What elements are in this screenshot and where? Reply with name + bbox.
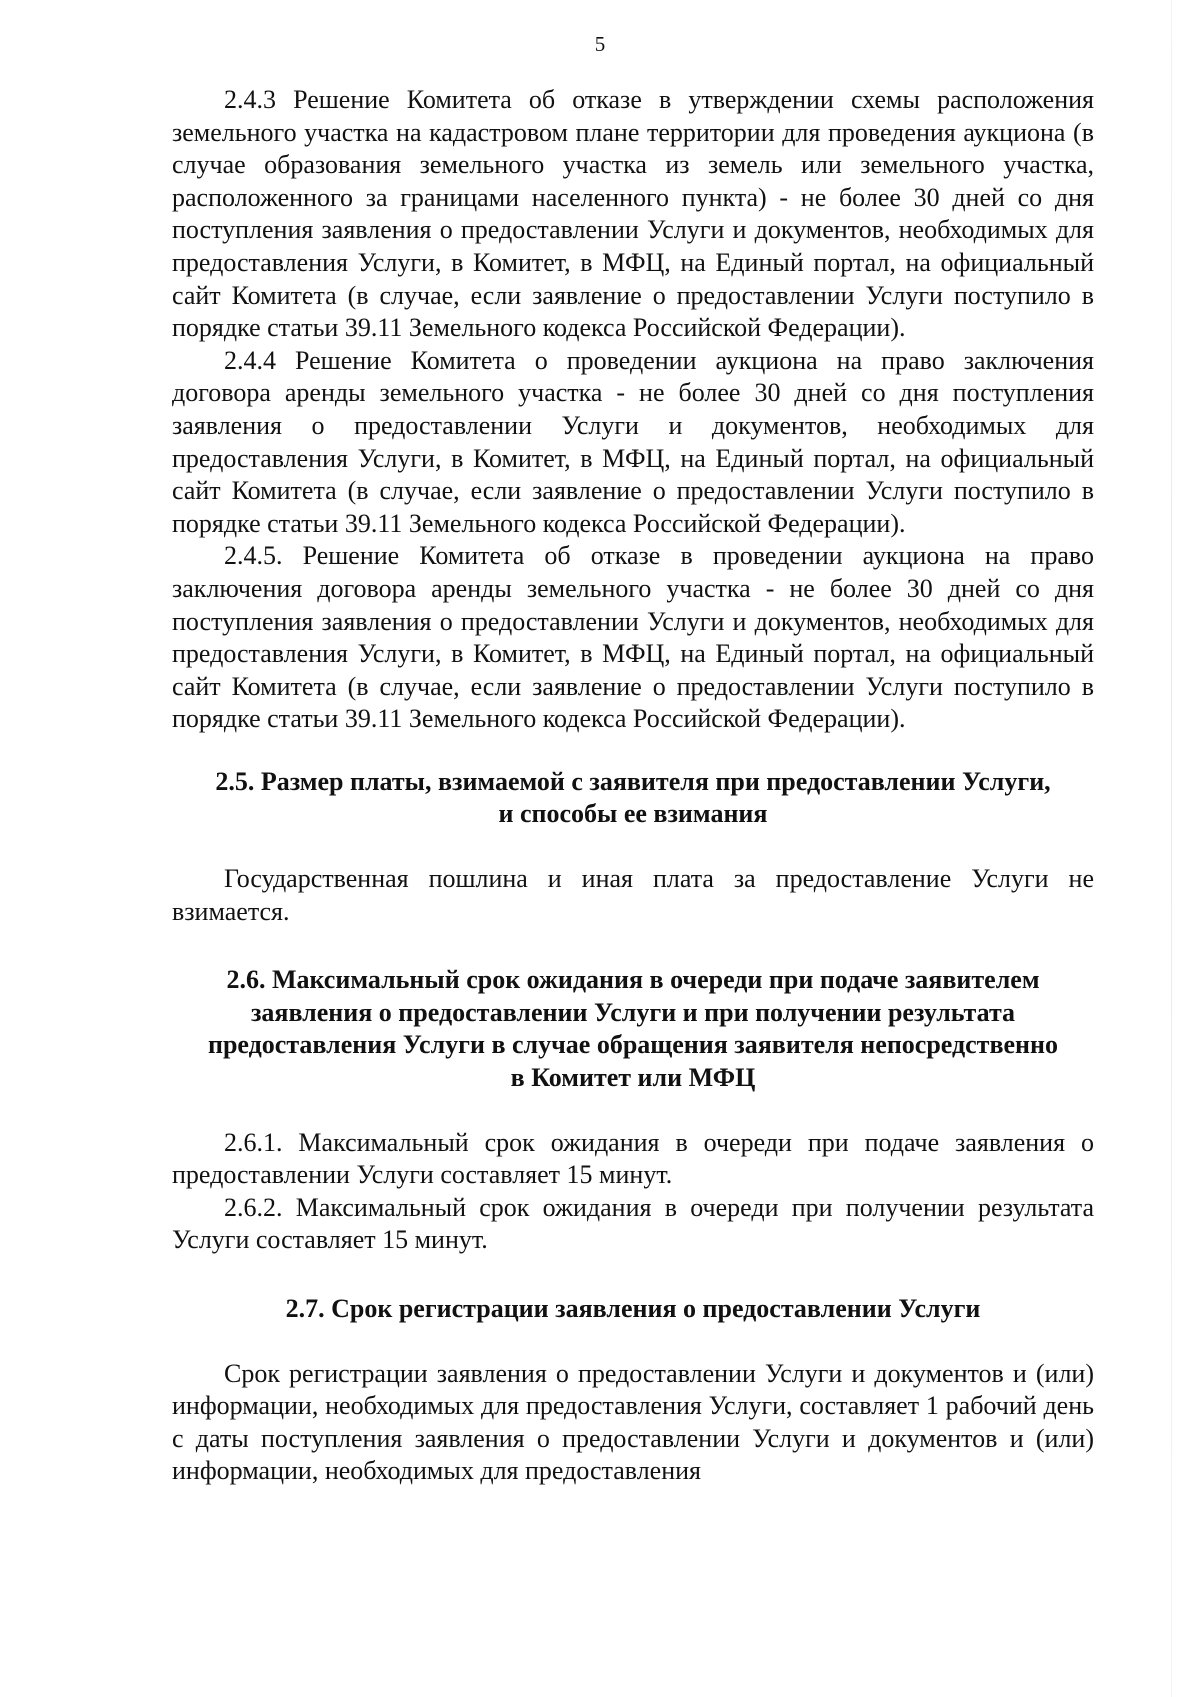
heading-line: 2.6. Максимальный срок ожидания в очереди при подаче заявителем: [226, 965, 1040, 995]
section-heading-2-6: [172, 964, 1094, 1094]
paragraph-2-4-3: 2.4.3 Решение Комитета об отказе в утверждении схемы расположения земельного участка на кадастровом плане территории для проведения аукциона (в случае образования земельного участка из земель или земельного участка, расположенного за границами населенного пункта) - не более 30 дней со дня поступления заявления о предоставлении Услуги и документов, необходимых для предоставления Услуги, в Комитет, в МФЦ, на Единый портал, на официальный сайт Комитета (в случае, если заявление о предоставлении Услуги поступило в порядке статьи 39.11 Земельного кодекса Российской Федерации).: [172, 85, 1094, 343]
page-number: 5: [594, 32, 606, 56]
scan-edge-line: [1171, 0, 1172, 1697]
heading-line: предоставления Услуги в случае обращения заявителя непосредственно: [207, 1030, 1058, 1060]
paragraph-2-6-2: 2.6.2. Максимальный срок ожидания в очереди при получении результата Услуги составляет 15 минут.: [172, 1192, 1094, 1255]
paragraph-2-4-4: 2.4.4 Решение Комитета о проведении аукциона на право заключения договора аренды земельного участка - не более 30 дней со дня поступления заявления о предоставлении Услуги и документов, необходимых для предоставления Услуги, в Комитет, в МФЦ, на Единый портал, на официальный сайт Комитета (в случае, если заявление о предоставлении Услуги поступило в порядке статьи 39.11 Земельного кодекса Российской Федерации).: [172, 345, 1094, 538]
paragraph-2-6-1: 2.6.1. Максимальный срок ожидания в очереди при подаче заявления о предоставлении Услуги составляет 15 минут.: [172, 1127, 1094, 1190]
heading-line: в Комитет или МФЦ: [510, 1063, 756, 1093]
section-heading-2-5: [172, 766, 1094, 831]
paragraph-2-4-5: 2.4.5. Решение Комитета об отказе в проведении аукциона на право заключения договора аренды земельного участка - не более 30 дней со дня поступления заявления о предоставлении Услуги и документов, необходимых для предоставления Услуги, в Комитет, в МФЦ, на Единый портал, на официальный сайт Комитета (в случае, если заявление о предоставлении Услуги поступило в порядке статьи 39.11 Земельного кодекса Российской Федерации).: [172, 541, 1094, 734]
heading-line: и способы ее взимания: [498, 799, 768, 829]
heading-line: 2.5. Размер платы, взимаемой с заявителя при предоставлении Услуги,: [215, 766, 1051, 796]
heading-line: заявления о предоставлении Услуги и при получении результата: [250, 997, 1016, 1027]
paragraph-2-7-body: Срок регистрации заявления о предоставлении Услуги и документов и (или) информации, необходимых для предоставления Услуги, составляет 1 рабочий день с даты поступления заявления о предоставлении Услуги и документов и (или) информации, необходимых для предоставления: [172, 1358, 1094, 1486]
section-heading-2-7: [172, 1293, 1094, 1326]
paragraph-2-5-body: Государственная пошлина и иная плата за предоставление Услуги не взимается.: [172, 864, 1094, 926]
heading-line: 2.7. Срок регистрации заявления о предоставлении Услуги: [285, 1294, 981, 1323]
document-body: [172, 84, 1094, 1488]
